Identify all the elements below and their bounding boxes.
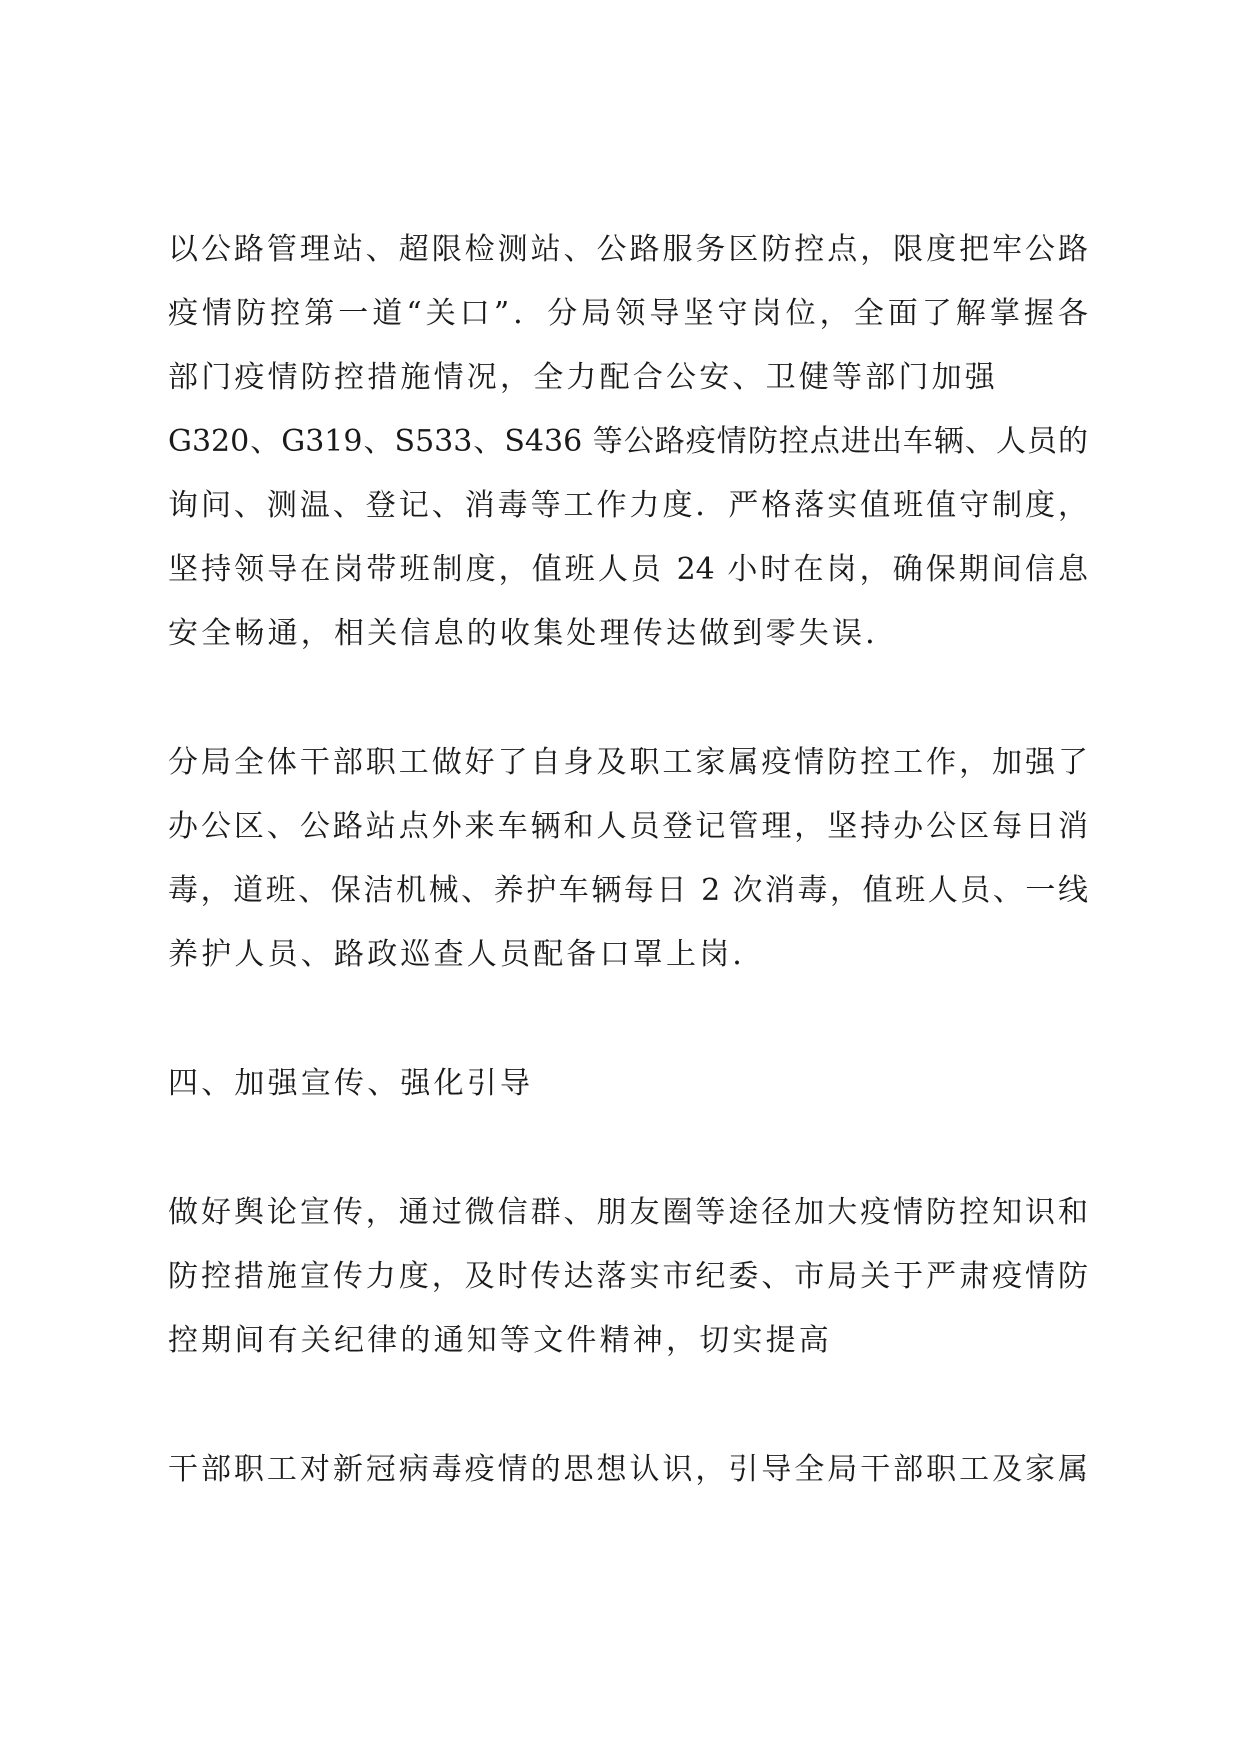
section-heading: 四、加强宣传、强化引导 — [168, 1066, 534, 1101]
paragraph-2-line-4: 养护人员、路政巡查人员配备口罩上岗． — [168, 937, 766, 972]
paragraph-3-line-2: 防控措施宣传力度，及时传达落实市纪委、市局关于严肃疫情防 — [168, 1259, 1088, 1294]
paragraph-3-line-3: 控期间有关纪律的通知等文件精神，切实提高 — [168, 1323, 832, 1358]
paragraph-1-line-1: 以公路管理站、超限检测站、公路服务区防控点，限度把牢公路 — [168, 232, 1088, 267]
paragraph-1-line-7: 安全畅通，相关信息的收集处理传达做到零失误． — [168, 616, 899, 651]
paragraph-2-line-1: 分局全体干部职工做好了自身及职工家属疫情防控工作，加强了 — [168, 745, 1088, 780]
paragraph-2-line-3: 毒，道班、保洁机械、养护车辆每日 2 次消毒，值班人员、一线 — [168, 873, 1088, 908]
paragraph-1-line-4: G320、G319、S533、S436 等公路疫情防控点进出车辆、人员的 — [168, 424, 1088, 459]
paragraph-4-line-1: 干部职工对新冠病毒疫情的思想认识，引导全局干部职工及家属 — [168, 1452, 1088, 1487]
paragraph-3-line-1: 做好舆论宣传，通过微信群、朋友圈等途径加大疫情防控知识和 — [168, 1195, 1088, 1230]
paragraph-1-line-3: 部门疫情防控措施情况，全力配合公安、卫健等部门加强 — [168, 360, 998, 395]
paragraph-1-line-2: 疫情防控第一道“关口”．分局领导坚守岗位，全面了解掌握各 — [168, 296, 1088, 331]
paragraph-2-line-2: 办公区、公路站点外来车辆和人员登记管理，坚持办公区每日消 — [168, 809, 1088, 844]
paragraph-1-line-5: 询问、测温、登记、消毒等工作力度．严格落实值班值守制度， — [168, 488, 1088, 523]
paragraph-1-line-6: 坚持领导在岗带班制度，值班人员 24 小时在岗，确保期间信息 — [168, 552, 1088, 587]
